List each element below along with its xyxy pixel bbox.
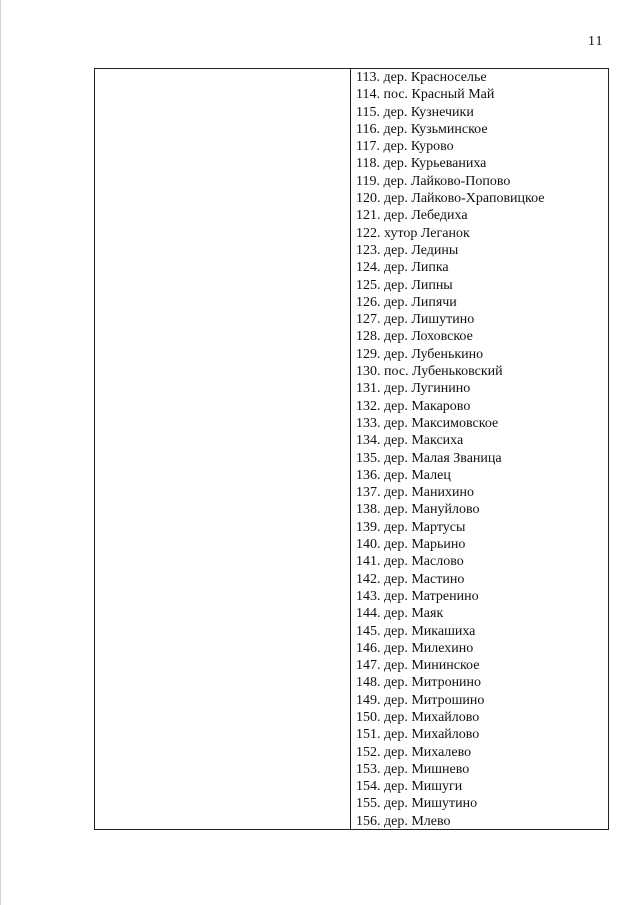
- list-item: 116. дер. Кузьминское: [356, 121, 488, 137]
- table-right-column: [351, 69, 608, 829]
- list-item: 139. дер. Мартусы: [356, 519, 466, 535]
- list-item: 146. дер. Милехино: [356, 640, 474, 656]
- list-item: 132. дер. Макарово: [356, 398, 471, 414]
- list-item: 151. дер. Михайлово: [356, 727, 480, 743]
- list-item: 115. дер. Кузнечики: [356, 104, 474, 120]
- list-item: 156. дер. Млево: [356, 813, 451, 829]
- scan-edge: [0, 0, 1, 905]
- table-left-column: [95, 69, 351, 829]
- list-item: 150. дер. Михайлово: [356, 709, 480, 725]
- list-item: 149. дер. Митрошино: [356, 692, 485, 708]
- list-item: 135. дер. Малая Званица: [356, 450, 502, 466]
- list-item: 113. дер. Красноселье: [356, 70, 487, 85]
- list-item: 153. дер. Мишнево: [356, 761, 470, 777]
- list-item: 133. дер. Максимовское: [356, 415, 499, 431]
- list-item: 152. дер. Михалево: [356, 744, 472, 760]
- list-item: 137. дер. Манихино: [356, 485, 474, 501]
- list-item: 130. пос. Лубеньковский: [356, 364, 503, 380]
- list-item: 141. дер. Маслово: [356, 554, 464, 570]
- list-item: 136. дер. Малец: [356, 467, 451, 483]
- list-item: 124. дер. Липка: [356, 260, 449, 276]
- list-item: 154. дер. Мишуги: [356, 779, 463, 795]
- list-item: 121. дер. Лебедиха: [356, 208, 468, 224]
- list-item: 117. дер. Курово: [356, 139, 454, 155]
- settlement-table: [94, 68, 609, 830]
- list-item: 155. дер. Мишутино: [356, 796, 478, 812]
- list-item: 119. дер. Лайково-Попово: [356, 173, 511, 189]
- list-item: 114. пос. Красный Май: [356, 87, 495, 103]
- list-item: 122. хутор Леганок: [356, 225, 470, 241]
- list-item: 144. дер. Маяк: [356, 606, 444, 622]
- list-item: 143. дер. Матренино: [356, 588, 479, 604]
- list-item: 120. дер. Лайково-Храповицкое: [356, 191, 545, 207]
- list-item: 147. дер. Мининское: [356, 658, 480, 674]
- list-item: 131. дер. Лугинино: [356, 381, 471, 397]
- list-item: 127. дер. Лишутино: [356, 312, 475, 328]
- list-item: 142. дер. Мастино: [356, 571, 465, 587]
- list-item: 145. дер. Микашиха: [356, 623, 476, 639]
- list-item: 126. дер. Липячи: [356, 294, 457, 310]
- list-item: 148. дер. Митронино: [356, 675, 482, 691]
- list-item: 129. дер. Лубенькино: [356, 346, 484, 362]
- list-item: 125. дер. Липны: [356, 277, 453, 293]
- list-item: 128. дер. Лоховское: [356, 329, 473, 345]
- list-item: 118. дер. Курьеваниха: [356, 156, 487, 172]
- page-number: 11: [588, 34, 604, 49]
- list-item: 123. дер. Ледины: [356, 242, 459, 258]
- list-item: 140. дер. Марьино: [356, 537, 466, 553]
- list-item: 138. дер. Мануйлово: [356, 502, 480, 518]
- list-item: 134. дер. Максиха: [356, 433, 464, 449]
